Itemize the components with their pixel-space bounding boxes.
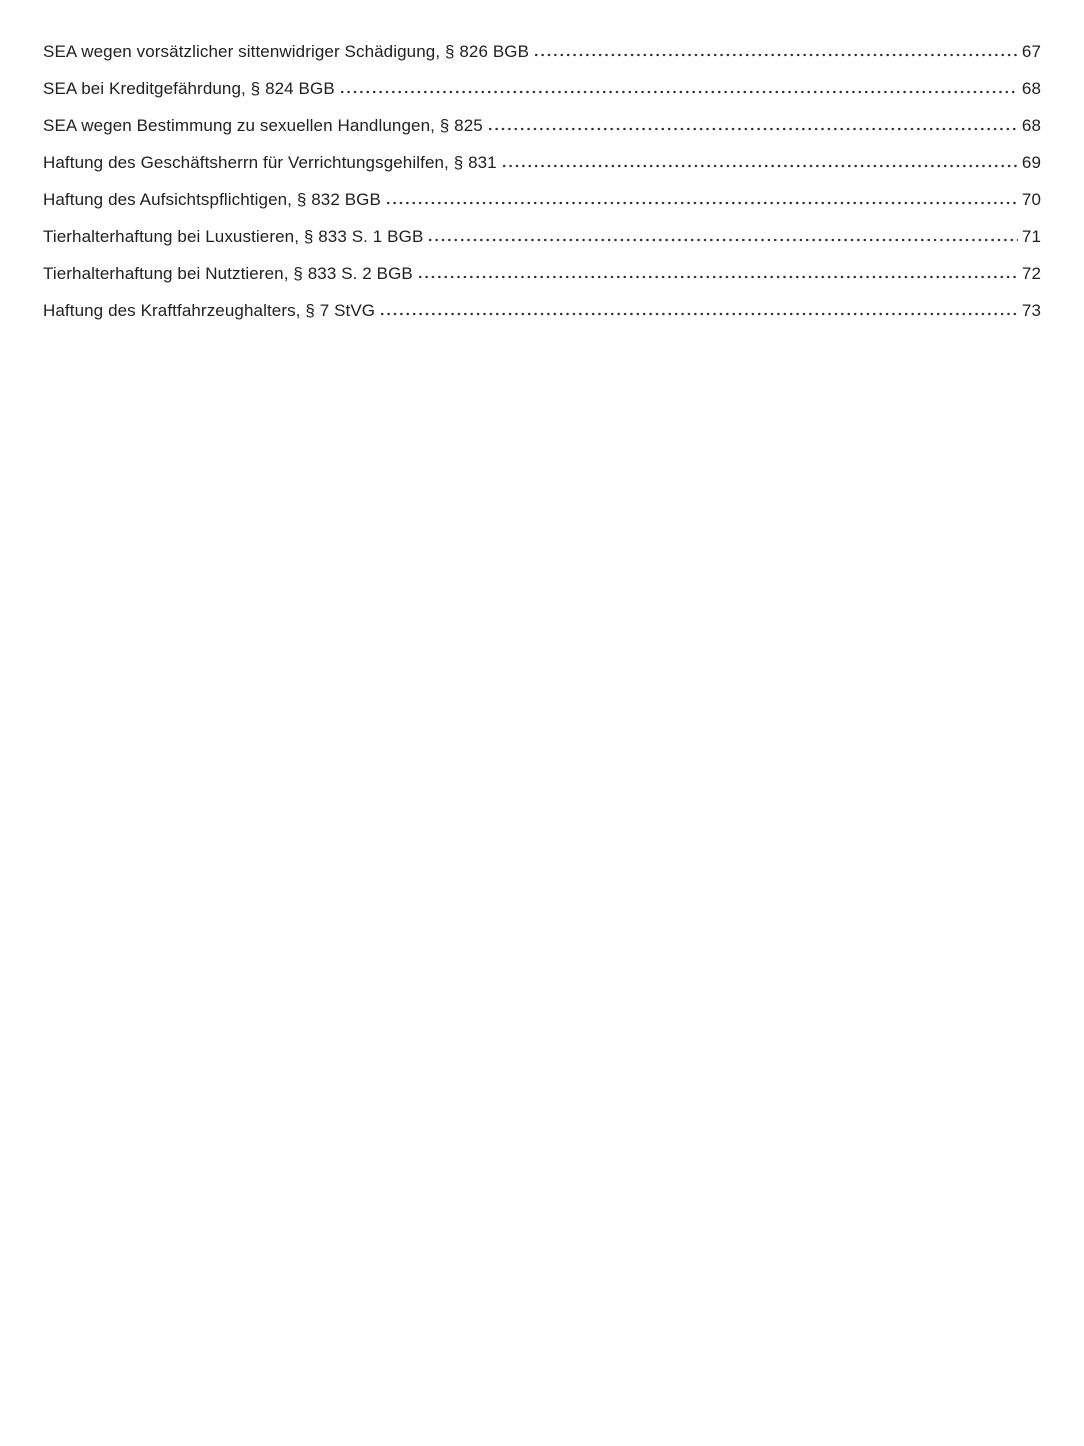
- table-of-contents: [43, 33, 1041, 329]
- toc-entry[interactable]: [43, 144, 1041, 181]
- dot-leader: [429, 238, 1018, 242]
- toc-page-number: 68: [1021, 116, 1041, 135]
- toc-page-number: 70: [1021, 190, 1041, 209]
- toc-page-number: 67: [1021, 42, 1041, 61]
- toc-entry[interactable]: [43, 181, 1041, 218]
- toc-page-number: 68: [1021, 79, 1041, 98]
- toc-entry-title: SEA wegen vorsätzlicher sittenwidriger Schädigung, § 826 BGB: [43, 42, 530, 61]
- dot-leader: [341, 90, 1018, 94]
- toc-entry-title: SEA bei Kreditgefährdung, § 824 BGB: [43, 79, 335, 98]
- toc-entry[interactable]: [43, 292, 1041, 329]
- dot-leader: [381, 312, 1018, 316]
- toc-page-number: 69: [1021, 153, 1041, 172]
- toc-page-number: 71: [1021, 227, 1041, 246]
- dot-leader: [535, 53, 1018, 57]
- toc-entry[interactable]: [43, 33, 1041, 70]
- toc-entry-title: Haftung des Geschäftsherrn für Verrichtungsgehilfen, § 831: [43, 153, 497, 172]
- toc-entry[interactable]: [43, 107, 1041, 144]
- dot-leader: [489, 127, 1018, 131]
- toc-entry-title: Haftung des Kraftfahrzeughalters, § 7 StVG: [43, 301, 376, 320]
- toc-entry-title: Tierhalterhaftung bei Nutztieren, § 833 S. 2 BGB: [43, 264, 413, 283]
- dot-leader: [419, 275, 1018, 279]
- toc-entry-title: SEA wegen Bestimmung zu sexuellen Handlungen, § 825: [43, 116, 483, 135]
- toc-entry[interactable]: [43, 70, 1041, 107]
- dot-leader: [503, 164, 1018, 168]
- toc-entry-title: Tierhalterhaftung bei Luxustieren, § 833 S. 1 BGB: [43, 227, 424, 246]
- toc-entry[interactable]: [43, 255, 1041, 292]
- toc-page-number: 72: [1021, 264, 1041, 283]
- toc-entry[interactable]: [43, 218, 1041, 255]
- toc-entry-title: Haftung des Aufsichtspflichtigen, § 832 BGB: [43, 190, 381, 209]
- dot-leader: [387, 201, 1018, 205]
- toc-page-number: 73: [1021, 301, 1041, 320]
